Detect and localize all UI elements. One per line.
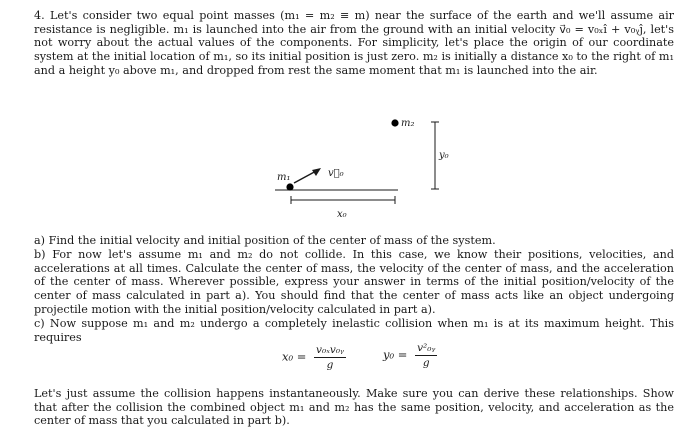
mass-m1-dot bbox=[286, 183, 293, 190]
y0-label: y₀ bbox=[439, 150, 449, 161]
physics-diagram bbox=[255, 112, 449, 222]
part-a-text: a) Find the initial velocity and initial position of the center of mass of the system. bbox=[34, 234, 496, 247]
closing-text: Let's just assume the collision happens instantaneously. Make sure you can derive these relationships. Show that after the collision the combined object m₁ and m₂ has the same position, velocity, and acceleration as the center of mass that you calculated in part b). bbox=[34, 387, 674, 428]
y0-eq-fraction bbox=[415, 342, 437, 369]
part-b-text: b) For now let's assume m₁ and m₂ do not collide. In this case, we know their positions, velocities, and accelerations at all times. Calculate the center of mass, the velocity of the center of mass, and the acceleration of the center of mass. Wherever possible, express your answer in terms of the initial position/velocity of the center of mass calculated in part a). You should find that the center of mass acts like an object undergoing projectile motion with the initial position/velocity calculated in part a). bbox=[34, 248, 674, 316]
problem-intro: 4. Let's consider two equal point masses (m₁ = m₂ ≡ m) near the surface of the earth and we'll assume air resistance is negligible. m₁ is launched into the air from the ground with an initial velocity v⃗₀ = v₀ₓî + v₀ᵧĵ, let's not worry about the actual values of the components. For simplicity, let's place the origin of our coordinate system at the initial location of m₁, so its initial position is just zero. m₂ is initially a distance x₀ to the right of m₁ and a height y₀ above m₁, and dropped from rest the same moment that m₁ is launched into the air. bbox=[34, 9, 674, 77]
x0-label: x₀ bbox=[337, 209, 347, 220]
y0-eq-lhs: y₀ = bbox=[383, 347, 408, 362]
x0-eq-lhs: x₀ = bbox=[282, 349, 307, 364]
velocity-label: v⃗₀ bbox=[328, 168, 344, 179]
y0-equation bbox=[383, 342, 437, 369]
x0-equation bbox=[282, 344, 346, 371]
y0-eq-numerator: v²₀ᵧ bbox=[417, 342, 436, 354]
mass-m2-label: m₂ bbox=[401, 118, 415, 129]
mass-m1-label: m₁ bbox=[277, 172, 291, 183]
x0-eq-denominator: g bbox=[326, 359, 334, 371]
x0-eq-numerator: v₀ₓv₀ᵧ bbox=[316, 344, 345, 356]
x0-eq-fraction bbox=[314, 344, 346, 371]
velocity-arrow-head bbox=[312, 168, 321, 176]
part-c-text: c) Now suppose m₁ and m₂ undergo a completely inelastic collision when m₁ is at its maximum height. This requires bbox=[34, 317, 674, 344]
mass-m2-dot bbox=[391, 119, 398, 126]
y0-eq-denominator: g bbox=[422, 357, 430, 369]
